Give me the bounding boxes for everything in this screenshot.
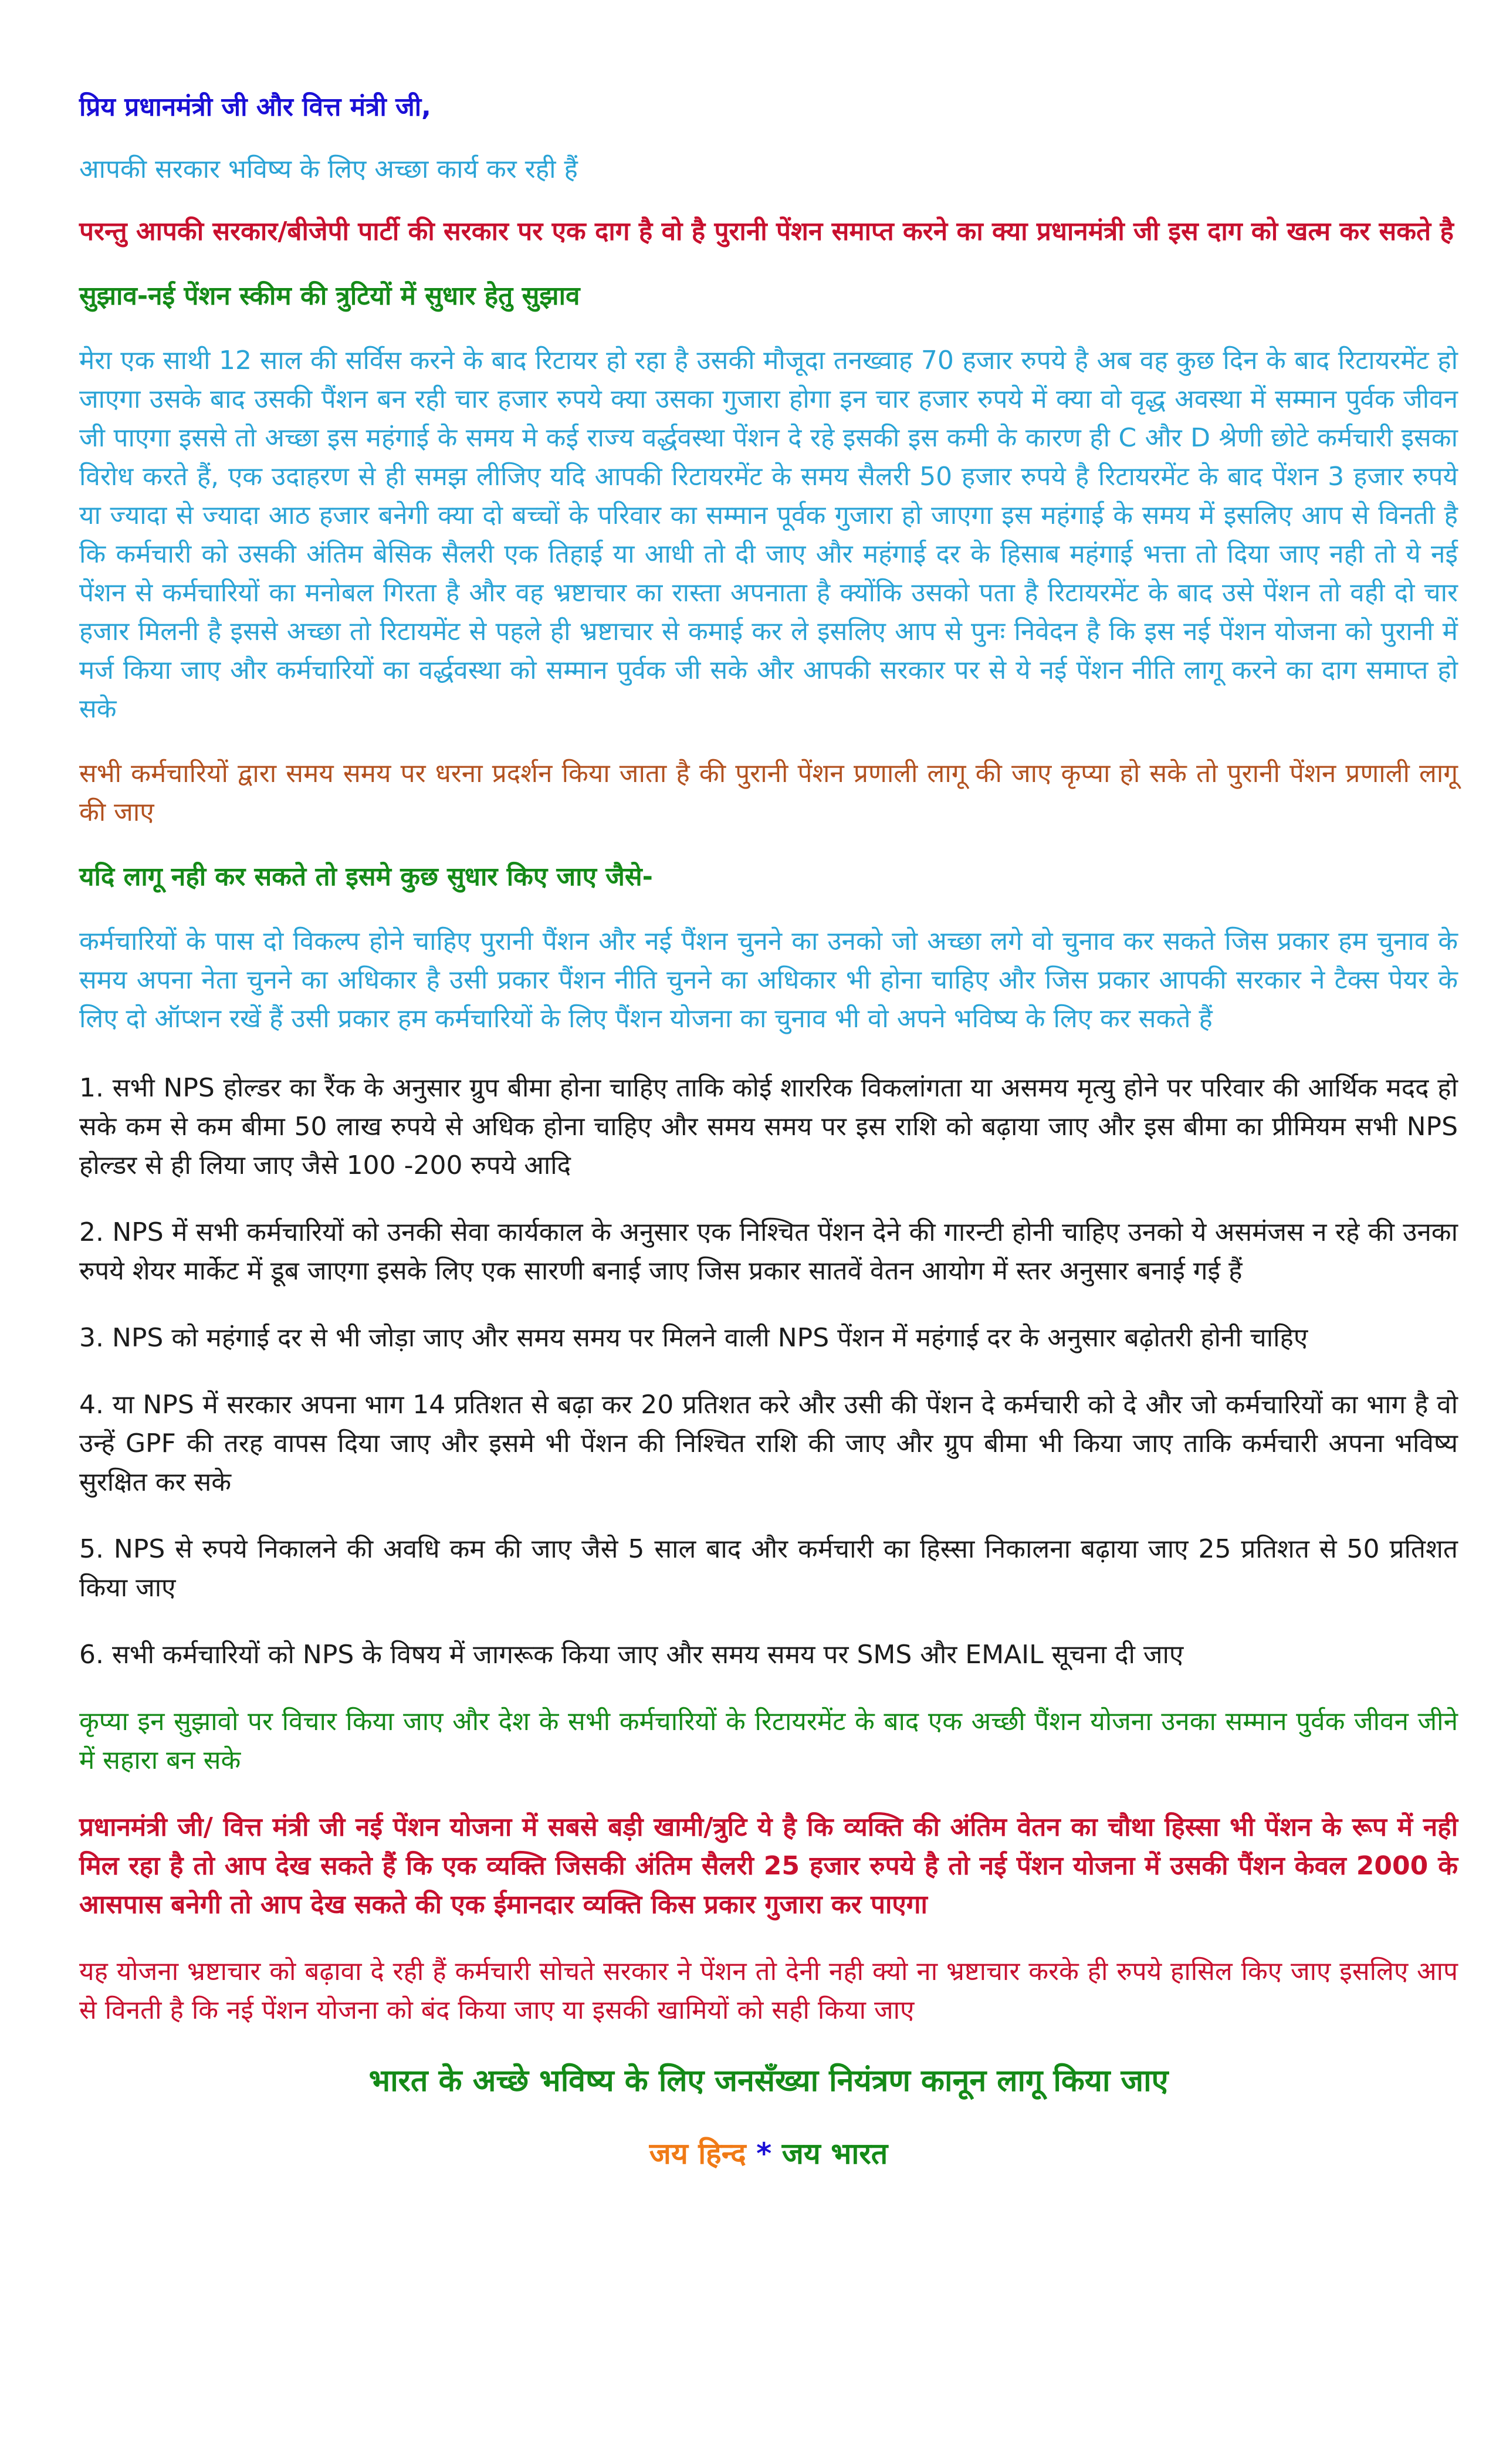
protest-paragraph: सभी कर्मचारियों द्वारा समय समय पर धरना प्रदर्शन किया जाता है की पुरानी पेंशन प्रणाली लागू की जाए कृप्या हो सके तो पुरानी पेंशन प्रणाली लागू की जाए (79, 759, 1458, 827)
suggestion-point: 5. NPS से रुपये निकालने की अवधि कम की जाए जैसे 5 साल बाद और कर्मचारी का हिस्सा निकालना बढ़ाया जाए 25 प्रतिशत से 50 प्रतिशत किया जाए (79, 1534, 1458, 1603)
greeting: प्रिय प्रधानमंत्री जी और वित्त मंत्री जी, (79, 92, 431, 122)
suggestion-heading: सुझाव-नई पेंशन स्कीम की त्रुटियों में सुधार हेतु सुझाव (79, 281, 580, 311)
options-paragraph: कर्मचारियों के पास दो विकल्प होने चाहिए पुरानी पैंशन और नई पैंशन चुनने का उनको जो अच्छा लगे वो चुनाव कर सकते जिस प्रकार हम चुनाव के समय अपना नेता चुनने का अधिकार है उसी प्रकार पैंशन नीति चुनने का अधिकार भी होना चाहिए और जिस प्रकार आपकी सरकार ने टैक्स पेयर के लिए दो ऑप्शन रखें हैं उसी प्रकार हम कर्मचारियों के लिए पैंशन योजना का चुनाव भी वो अपने भविष्य के लिए कर सकते हैं (79, 926, 1458, 1034)
colleague-example-paragraph: मेरा एक साथी 12 साल की सर्विस करने के बाद रिटायर हो रहा है उसकी मौजूदा तनख्वाह 70 हजार रुपये है अब वह कुछ दिन के बाद रिटायरमेंट हो जाएगा उसके बाद उसकी पैंशन बन रही चार हजार रुपये क्या उसका गुजारा होगा इन चार हजार रुपये में क्या वो वृद्ध अवस्था में सम्मान पुर्वक जीवन जी पाएगा इससे तो अच्छा इस महंगाई के समय मे कई राज्य वर्द्धवस्था पेंशन दे रहे इसकी इस कमी के कारण ही C और D श्रेणी छोटे कर्मचारी इसका विरोध करते हैं, एक उदाहरण से ही समझ लीजिए यदि आपकी रिटायरमेंट के समय सैलरी 50 हजार रुपये है रिटायरमेंट के बाद पेंशन 3 हजार रुपये या ज्यादा से ज्यादा आठ हजार बनेगी क्या दो बच्चों के परिवार का सम्मान पूर्वक गुजारा हो जाएगा इस महंगाई के समय में इसलिए आप से विनती है कि कर्मचारी को उसकी अंतिम बेसिक सैलरी एक तिहाई या आधी तो दी जाए और महंगाई दर के हिसाब महंगाई भत्ता तो दिया जाए नही तो ये नई पेंशन से कर्मचारियों का मनोबल गिरता है और वह भ्रष्टाचार का रास्ता अपनाता है क्योंकि उसको पता है रिटायरमेंट के बाद उसे पेंशन तो वही दो चार हजार मिलनी है इससे अच्छा तो रिटायमेंट से पहले ही भ्रष्टाचार से कमाई कर ले इसलिए आप से पुनः निवेदन है कि इस नई पेंशन योजना को पुरानी में मर्ज किया जाए और कर्मचारियों का वर्द्धवस्था को सम्मान पुर्वक जी सके और आपकी सरकार पर से ये नई पेंशन नीति लागू करने का दाग समाप्त हो सके (79, 346, 1458, 724)
if-not-heading: यदि लागू नही कर सकते तो इसमे कुछ सुधार किए जाए जैसे- (79, 862, 653, 892)
stain-paragraph: परन्तु आपकी सरकार/बीजेपी पार्टी की सरकार पर एक दाग है वो है पुरानी पेंशन समाप्त करने का क्या प्रधानमंत्री जी इस दाग को खत्म कर सकते है (79, 216, 1454, 246)
suggestion-point: 1. सभी NPS होल्डर का रैंक के अनुसार ग्रुप बीमा होना चाहिए ताकि कोई शाररिक विकलांगता या असमय मृत्यु होने पर परिवार की आर्थिक मदद हो सके कम से कम बीमा 50 लाख रुपये से अधिक होना चाहिए और समय समय पर इस राशि को बढ़ाया जाए और इस बीमा का प्रीमियम सभी NPS होल्डर से ही लिया जाए जैसे 100 -200 रुपये आदि (79, 1073, 1458, 1180)
jai-bharat-text: जय भारत (781, 2137, 888, 2171)
population-control-line: भारत के अच्छे भविष्य के लिए जनसँख्या नियंत्रण कानून लागू किया जाए (368, 2063, 1169, 2099)
flaw-paragraph: प्रधानमंत्री जी/ वित्त मंत्री जी नई पेंशन योजना में सबसे बड़ी खामी/त्रुटि ये है कि व्यक्ति की अंतिम वेतन का चौथा हिस्सा भी पेंशन के रूप में नही मिल रहा है तो आप देख सकते हैं कि एक व्यक्ति जिसकी अंतिम सैलरी 25 हजार रुपये है तो नई पेंशन योजना में उसकी पैंशन केवल 2000 के आसपास बनेगी तो आप देख सकते की एक ईमानदार व्यक्ति किस प्रकार गुजारा कर पाएगा (79, 1812, 1458, 1920)
slogan-line (79, 2132, 1458, 2176)
corruption-paragraph: यह योजना भ्रष्टाचार को बढ़ावा दे रही हैं कर्मचारी सोचते सरकार ने पेंशन तो देनी नही क्यो ना भ्रष्टाचार करके ही रुपये हासिल किए जाए इसलिए आप से विनती है कि नई पेंशन योजना को बंद किया जाए या इसकी खामियों को सही किया जाए (79, 1957, 1458, 2025)
suggestion-point: 2. NPS में सभी कर्मचारियों को उनकी सेवा कार्यकाल के अनुसार एक निश्चित पेंशन देने की गारन्टी होनी चाहिए उनको ये असमंजस न रहे की उनका रुपये शेयर मार्केट में डूब जाएगा इसके लिए एक सारणी बनाई जाए जिस प्रकार सातवें वेतन आयोग में स्तर अनुसार बनाई गई हैं (79, 1217, 1458, 1286)
suggestion-point: 6. सभी कर्मचारियों को NPS के विषय में जागरूक किया जाए और समय समय पर SMS और EMAIL सूचना दी जाए (79, 1640, 1184, 1670)
suggestion-point: 3. NPS को महंगाई दर से भी जोड़ा जाए और समय समय पर मिलने वाली NPS पेंशन में महंगाई दर के अनुसार बढ़ोतरी होनी चाहिए (79, 1323, 1308, 1353)
jai-hind-text: जय हिन्द (649, 2137, 746, 2171)
suggestion-points-list (79, 1069, 1458, 1674)
slogan-separator: * (746, 2137, 782, 2171)
praise-line: आपकी सरकार भविष्य के लिए अच्छा कार्य कर रही हैं (79, 154, 578, 184)
request-paragraph: कृप्या इन सुझावो पर विचार किया जाए और देश के सभी कर्मचारियों के रिटायरमेंट के बाद एक अच्छी पैंशन योजना उनका सम्मान पुर्वक जीवन जीने में सहारा बन सके (79, 1707, 1458, 1775)
suggestion-point: 4. या NPS में सरकार अपना भाग 14 प्रतिशत से बढ़ा कर 20 प्रतिशत करे और उसी की पेंशन दे कर्मचारी को दे और जो कर्मचारियों का भाग है वो उन्हें GPF की तरह वापस दिया जाए और इसमे भी पेंशन की निश्चित राशि की जाए और ग्रुप बीमा भी किया जाए ताकि कर्मचारी अपना भविष्य सुरक्षित कर सके (79, 1390, 1458, 1497)
